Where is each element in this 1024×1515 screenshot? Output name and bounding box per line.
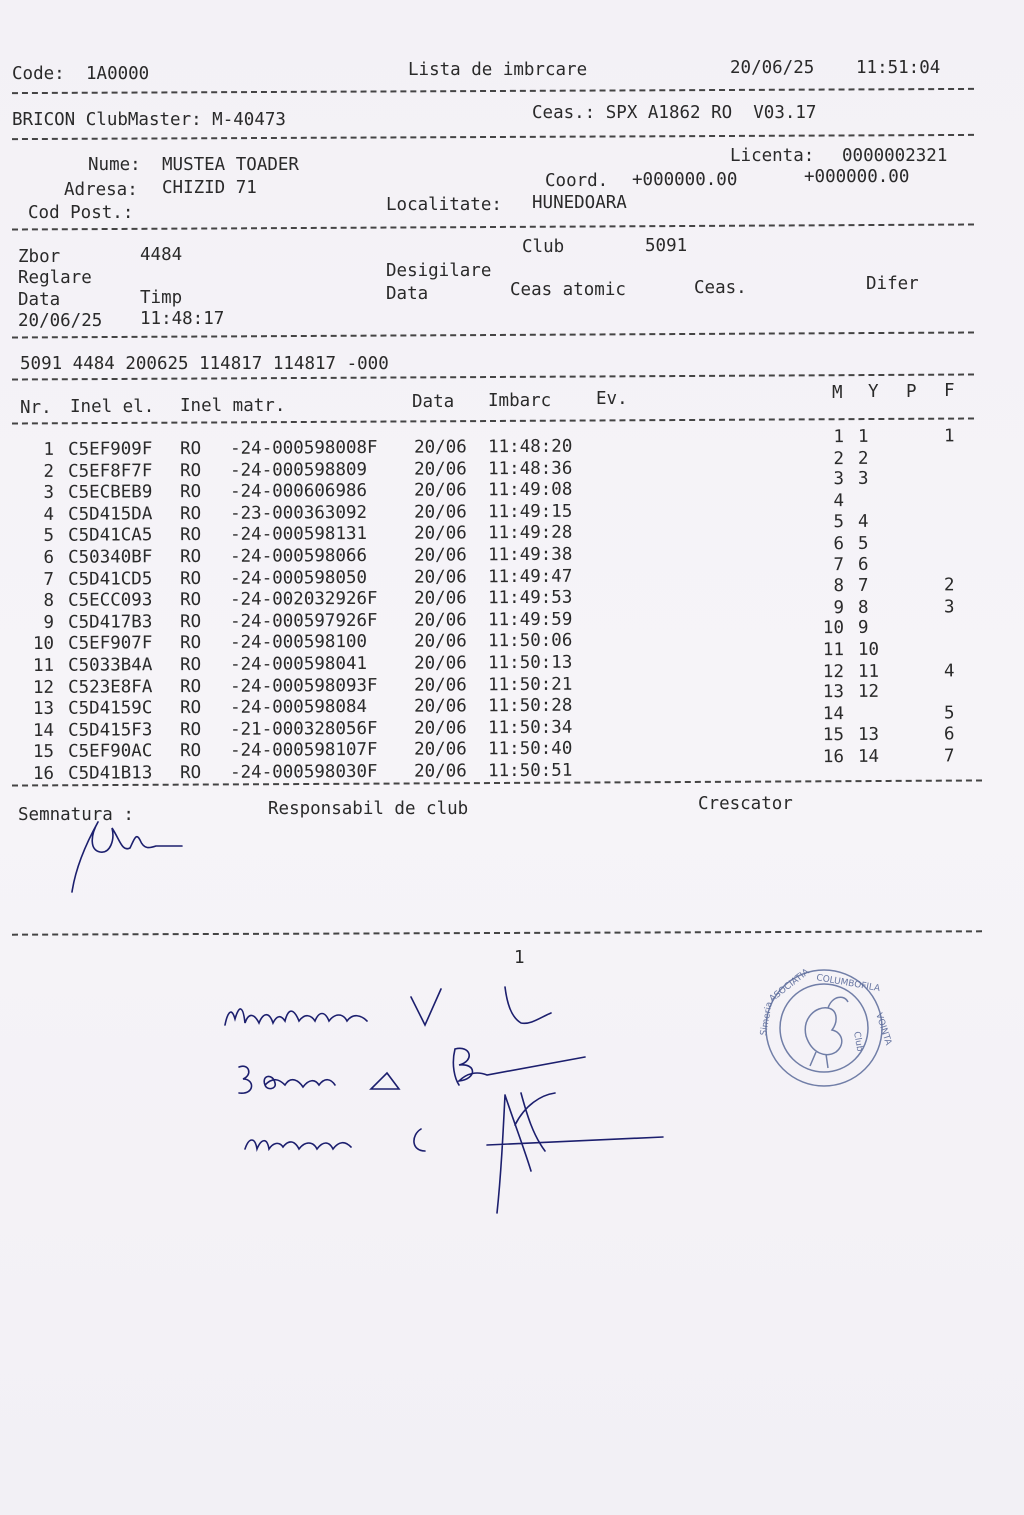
cell-matr: -24-000598066 [229,545,368,567]
coord-label: Coord. [545,171,609,191]
svg-text:Club: Club [851,1030,865,1053]
cell-nr: 3 [43,483,55,504]
cell-nr: 14 [32,720,55,741]
page-number: 1 [514,948,525,968]
cell-data: 20/06 [413,696,467,717]
cell-ro: RO [179,460,202,481]
cell-f: 4 [943,660,955,681]
cell-el: C5ECBEB9 [67,482,153,503]
zbor-label: Zbor [18,247,61,267]
cell-el: C5EF90AC [67,741,153,763]
cell-el: C523E8FA [67,676,153,698]
cell-m: 8 [833,576,845,597]
cell-data: 20/06 [413,480,467,501]
col-nr: Nr. [20,398,52,418]
divider [12,417,974,424]
cell-el: C5D41CA5 [67,525,153,547]
cell-matr: -24-000598008F [229,437,378,459]
cell-matr: -24-002032926F [229,589,378,610]
cell-el: C5033B4A [67,655,153,676]
coord-y: +000000.00 [804,167,910,187]
flight-code-line: 5091 4484 200625 114817 114817 -000 [20,354,389,374]
cell-matr: -24-000598041 [229,653,368,675]
club-master: BRICON ClubMaster: M-40473 [12,110,286,130]
cell-data: 20/06 [413,545,467,566]
reglare-label: Reglare [18,268,92,288]
address-label: Adresa: [64,180,138,200]
cell-ro: RO [179,698,202,719]
cell-m: 15 [822,725,845,746]
cell-ro: RO [179,503,202,524]
cell-nr: 15 [32,742,55,763]
cell-matr: -24-000598100 [229,632,368,654]
cell-y: 8 [857,597,869,618]
cell-y: 11 [857,661,880,682]
cell-data: 20/06 [413,437,467,458]
cell-m: 14 [822,703,845,725]
cell-nr: 12 [32,677,55,698]
cell-matr: -24-000598107F [229,740,378,762]
cell-y: 4 [857,512,869,533]
club-responsible-label: Responsabil de club [268,799,469,819]
cell-ro: RO [179,525,202,546]
cell-nr: 5 [43,526,55,547]
cell-matr: -24-000598809 [229,459,368,481]
cell-time: 11:50:06 [487,631,573,652]
cell-el: C50340BF [67,547,153,568]
cell-ro: RO [179,482,202,503]
cell-m: 6 [833,533,845,554]
cell-data: 20/06 [413,631,467,653]
col-data: Data [412,392,455,412]
cell-m: 5 [833,512,845,533]
cell-data: 20/06 [413,588,467,609]
club-label: Club [522,237,565,257]
cell-ro: RO [179,590,202,611]
cell-m: 16 [822,746,845,767]
cell-ro: RO [179,676,202,697]
cell-el: C5EF907F [67,633,153,655]
ceas-atomic-label: Ceas atomic [510,280,626,300]
cell-y: 1 [857,426,869,447]
cell-nr: 16 [32,763,55,784]
signature-label: Semnatura : [18,805,134,825]
postcode-label: Cod Post.: [28,203,134,223]
col-m: M [832,383,843,403]
cell-time: 11:48:20 [487,436,573,458]
cell-m: 11 [822,640,845,661]
cell-nr: 13 [32,699,55,720]
cell-f: 5 [943,703,955,724]
cell-time: 11:49:28 [487,523,573,544]
cell-matr: -24-000598131 [229,524,368,546]
cell-m: 13 [822,682,845,703]
coord-x: +000000.00 [632,170,738,190]
cell-y: 6 [857,554,869,575]
svg-text:ASOCIATIA: ASOCIATIA [767,967,812,1005]
cell-y: 2 [857,448,869,469]
cell-data: 20/06 [413,653,467,674]
zbor-value: 4484 [140,245,183,265]
name-value: MUSTEA TOADER [162,155,299,175]
cell-f: 7 [943,745,955,766]
cell-time: 11:50:34 [487,717,573,738]
cell-nr: 7 [43,569,55,590]
cell-time: 11:50:40 [487,739,573,760]
locality-value: HUNEDOARA [532,193,627,213]
cell-ro: RO [179,719,202,740]
cell-matr: -24-000597926F [229,610,378,632]
cell-ro: RO [179,762,202,784]
cell-nr: 1 [43,439,55,460]
cell-ro: RO [179,438,202,460]
cell-m: 1 [833,427,845,448]
col-imbarc: Imbarc [488,391,552,411]
cell-ro: RO [179,546,202,568]
cell-y: 12 [857,682,880,703]
cell-time: 11:50:13 [487,652,573,674]
desigilare-label: Desigilare [386,261,492,281]
code-value: 1A0000 [86,64,150,84]
cell-time: 11:50:28 [487,695,573,717]
cell-y: 10 [857,639,880,660]
cell-el: C5D415DA [67,504,153,525]
cell-data: 20/06 [413,458,467,480]
signature-scribble [60,810,200,900]
svg-text:Simeria: Simeria [759,1001,775,1037]
cell-ro: RO [179,568,202,589]
cell-time: 11:49:08 [487,479,573,501]
cell-y: 3 [857,469,869,490]
cell-matr: -24-000598093F [229,675,378,697]
svg-text:VOINTA: VOINTA [873,1011,893,1047]
col-y: Y [868,382,879,402]
cell-matr: -24-000598084 [229,697,368,718]
cell-time: 11:49:15 [487,501,573,522]
address-value: CHIZID 71 [162,178,257,198]
timp-label: Timp [140,288,183,308]
document-title: Lista de imbrcare [408,60,588,80]
cell-el: C5D4159C [67,698,153,719]
divider [12,134,974,140]
data2-label: Data [386,284,429,304]
col-ev: Ev. [596,389,628,409]
col-f: F [944,381,955,401]
divider [12,930,982,935]
club-stamp [752,962,902,1102]
cell-matr: -24-000598050 [229,567,368,589]
cell-time: 11:48:36 [487,458,573,479]
cell-el: C5D41B13 [67,763,153,784]
cell-ro: RO [179,654,202,676]
ceas-label: Ceas. [694,278,747,298]
cell-el: C5D41CD5 [67,568,153,590]
cell-time: 11:49:53 [487,587,573,609]
cell-y: 7 [857,575,869,597]
cell-data: 20/06 [413,674,467,696]
cell-data: 20/06 [413,566,467,588]
svg-text:COLUMBOFILA: COLUMBOFILA [815,973,881,995]
cell-nr: 8 [43,591,55,612]
license-value: 0000002321 [842,146,948,166]
cell-m: 4 [833,490,845,511]
cell-el: C5D417B3 [67,612,153,633]
cell-y: 5 [857,533,869,554]
cell-nr: 4 [43,504,55,525]
cell-time: 11:49:38 [487,544,573,566]
col-p: P [906,382,917,402]
header-date: 20/06/25 [730,58,815,78]
cell-nr: 11 [32,655,55,676]
cell-time: 11:49:47 [487,566,573,587]
breeder-label: Crescator [698,794,793,814]
cell-f: 6 [943,724,955,745]
cell-data: 20/06 [413,610,467,631]
cell-data: 20/06 [413,761,467,782]
cell-m: 12 [822,661,845,682]
cell-el: C5EF909F [67,439,153,460]
cell-m: 2 [833,448,845,469]
cell-y: 14 [857,746,880,767]
cell-nr: 6 [43,547,55,568]
divider [12,331,974,338]
cell-f: 3 [943,596,955,617]
code-label: Code: [12,64,65,84]
handwritten-signatures [215,975,675,1215]
name-label: Nume: [88,155,141,175]
cell-data: 20/06 [413,718,467,739]
locality-label: Localitate: [386,195,502,215]
col-inel-el: Inel el. [70,397,155,417]
cell-ro: RO [179,611,202,632]
cell-m: 9 [833,597,845,618]
cell-m: 10 [822,618,845,639]
cell-ro: RO [179,633,202,654]
data-label: Data [18,290,61,310]
cell-el: C5D415F3 [67,720,153,741]
cell-matr: -24-000606986 [229,481,368,502]
cell-data: 20/06 [413,502,467,523]
cell-matr: -23-000363092 [229,502,368,524]
cell-m: 7 [833,554,845,575]
divider [12,373,974,380]
col-inel-matr: Inel matr. [180,396,286,416]
divider [12,88,974,94]
difer-label: Difer [866,274,919,294]
cell-nr: 9 [43,612,55,633]
header-time: 11:51:04 [856,58,941,78]
cell-el: C5ECC093 [67,590,153,611]
cell-nr: 2 [43,461,55,482]
cell-y: 13 [857,725,880,746]
cell-matr: -21-000328056F [229,718,378,740]
cell-data: 20/06 [413,523,467,545]
reglare-time: 11:48:17 [140,309,225,329]
clock-info: Ceas.: SPX A1862 RO V03.17 [532,103,817,123]
cell-y: 9 [857,618,869,639]
cell-time: 11:50:21 [487,674,573,695]
cell-m: 3 [833,469,845,490]
club-value: 5091 [645,236,688,256]
cell-matr: -24-000598030F [229,761,378,783]
divider [12,223,974,230]
cell-nr: 10 [32,634,55,655]
reglare-date: 20/06/25 [18,311,103,331]
cell-time: 11:49:59 [487,609,573,630]
license-label: Licenta: [730,146,815,166]
cell-time: 11:50:51 [487,760,573,782]
cell-f: 2 [943,575,955,596]
cell-data: 20/06 [413,739,467,761]
cell-el: C5EF8F7F [67,460,153,482]
cell-ro: RO [179,741,202,762]
cell-f: 1 [943,426,955,447]
